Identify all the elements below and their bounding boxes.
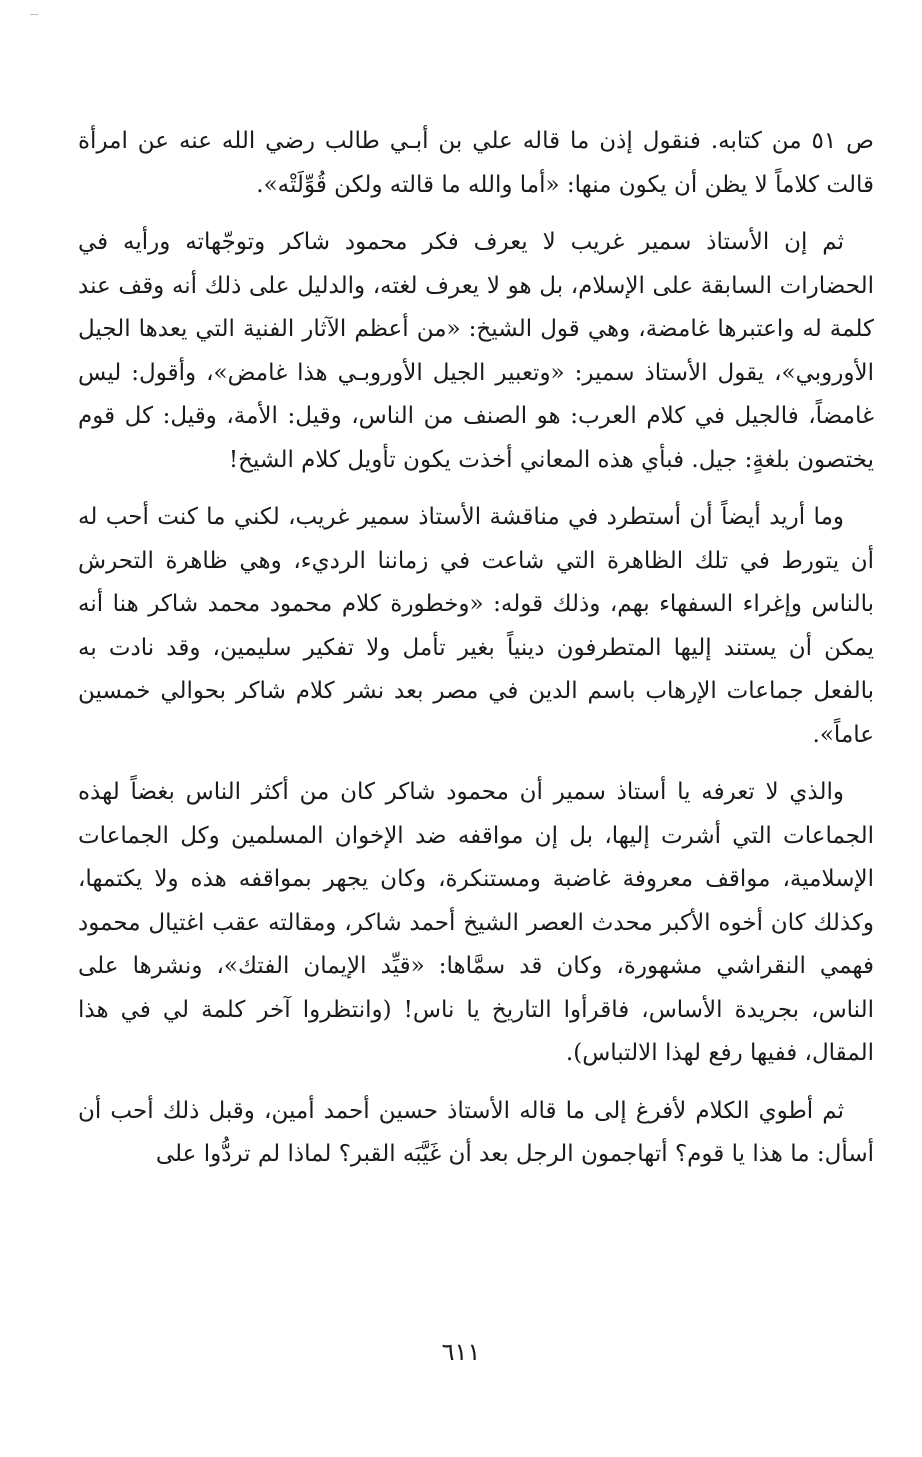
page-number: ٦١١ [441, 1338, 481, 1366]
paragraph-2: ثم إن الأستاذ سمير غريب لا يعرف فكر محمود شاكر وتوجّهاته ورأيه في الحضارات السابقة على الإسلام، بل هو لا يعرف لغته، والدليل على ذلك أنه وقف عند كلمة له واعتبرها غامضة، وهي قول الشيخ: «من أعظم الآثار الفنية التي يعدها الجيل الأوروبي»، يقول الأستاذ سمير: «وتعبير الجيل الأوروبـي هذا غامض»، وأقول: ليس غامضاً، فالجيل في كلام العرب: هو الصنف من الناس، وقيل: الأمة، وقيل: كل قوم يختصون بلغةٍ: جيل. فبأي هذه المعاني أخذت يكون تأويل كلام الشيخ! [78, 229, 874, 473]
paragraph-5: ثم أطوي الكلام لأفرغ إلى ما قاله الأستاذ حسين أحمد أمين، وقبل ذلك أحب أن أسأل: ما هذا يا قوم؟ أتهاجمون الرجل بعد أن غَيَّبَه القبر؟ لماذا لم تردُّوا على [78, 1097, 874, 1167]
corner-mark [30, 14, 38, 15]
paragraph-3: وما أريد أيضاً أن أستطرد في مناقشة الأستاذ سمير غريب، لكني ما كنت أحب له أن يتورط في تلك الظاهرة التي شاعت في زماننا الرديء، وهي ظاهرة التحرش بالناس وإغراء السفهاء بهم، وذلك قوله: «وخطورة كلام محمود محمد شاكر هنا أنه يمكن أن يستند إليها المتطرفون دينياً بغير تأمل ولا تفكير سليمين، وقد نادت به بالفعل جماعات الإرهاب باسم الدين في مصر بعد نشر كلام شاكر بحوالي خمسين عاماً». [78, 504, 874, 748]
page-body [78, 120, 874, 1191]
paragraph-1: ص ٥١ من كتابه. فنقول إذن ما قاله علي بن أبـي طالب رضي الله عنه عن امرأة قالت كلاماً لا يظن أن يكون منها: «أما والله ما قالته ولكن قُوِّلَتْه». [78, 128, 874, 198]
paragraph-4: والذي لا تعرفه يا أستاذ سمير أن محمود شاكر كان من أكثر الناس بغضاً لهذه الجماعات التي أشرت إليها، بل إن مواقفه ضد الإخوان المسلمين وكل الجماعات الإسلامية، مواقف معروفة غاضبة ومستنكرة، وكان يجهر بمواقفه هذه ولا يكتمها، وكذلك كان أخوه الأكبر محدث العصر الشيخ أحمد شاكر، ومقالته عقب اغتيال محمود فهمي النقراشي مشهورة، وكان قد سمَّاها: «قيِّد الإيمان الفتك»، ونشرها على الناس، بجريدة الأساس، فاقرأوا التاريخ يا ناس! (وانتظروا آخر كلمة لي في هذا المقال، ففيها رفع لهذا الالتباس). [78, 779, 875, 1066]
